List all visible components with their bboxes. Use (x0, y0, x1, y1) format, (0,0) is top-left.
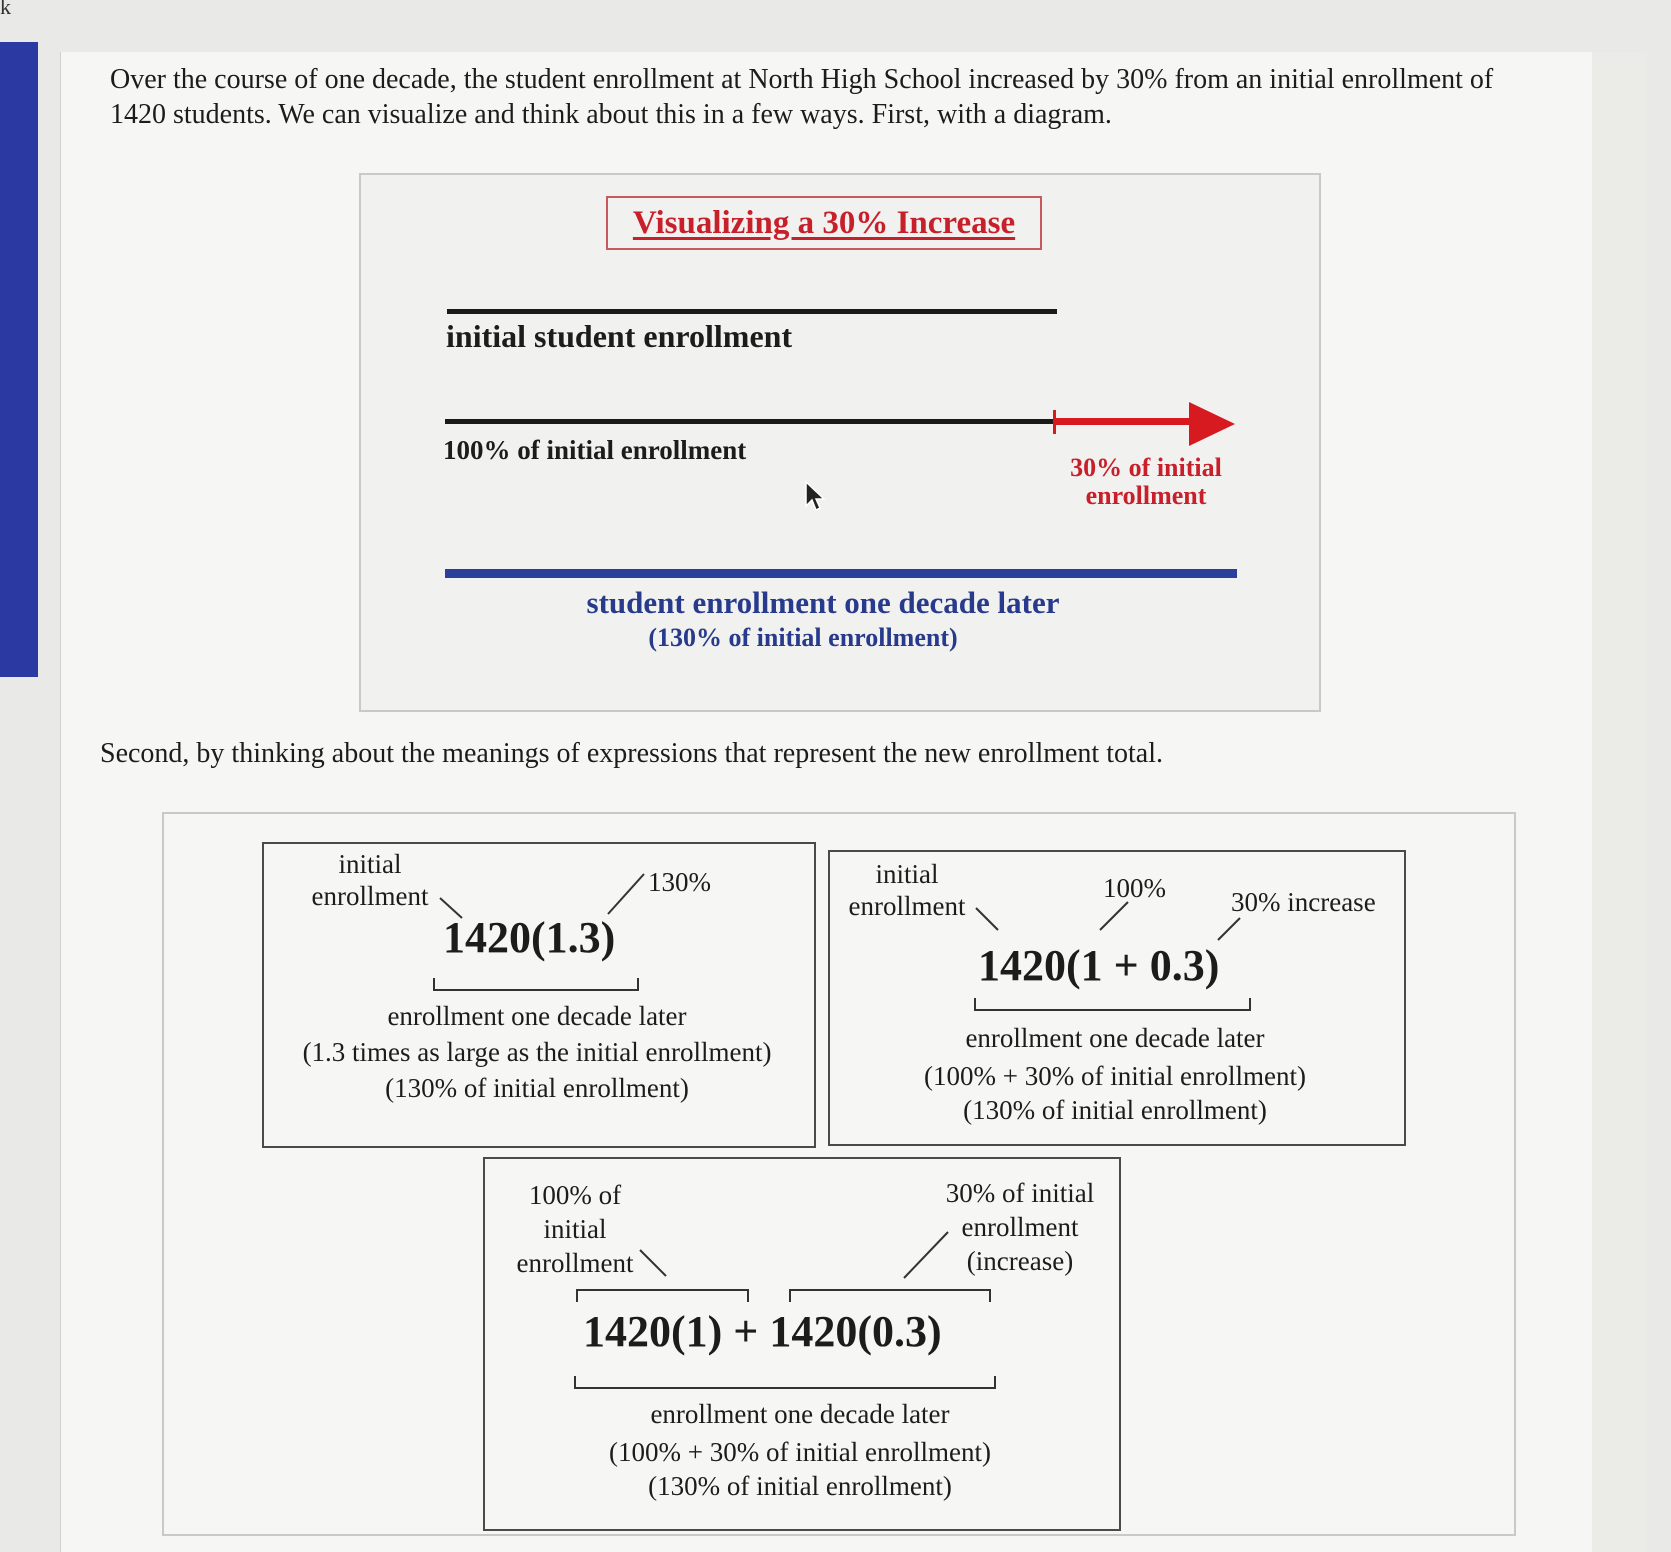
box3-left-overbracket (577, 1290, 748, 1302)
percent30-label-line2: enrollment (1085, 481, 1207, 510)
box1-desc-line2: (1.3 times as large as the initial enrollment) (302, 1037, 772, 1067)
box3-expression: 1420(1) + 1420(0.3) (583, 1307, 942, 1356)
box2-initial-line2: enrollment (848, 891, 966, 921)
percent100-label: 100% of initial enrollment (443, 435, 747, 465)
box2-expression: 1420(1 + 0.3) (978, 941, 1220, 990)
intro-paragraph: Over the course of one decade, the student enrollment at North High School increased by 30% from an initial enrollment of 1420 students. We can visualize and think about this in a few ways. First, with a diagram. (110, 64, 1494, 130)
box3-left-line1: 100% of (528, 1180, 622, 1210)
box2-desc-line2: (100% + 30% of initial enrollment) (924, 1061, 1306, 1091)
box3-right-pointer (904, 1232, 948, 1278)
box3-right-line1: 30% of initial (945, 1178, 1095, 1208)
box1-desc-line3: (130% of initial enrollment) (385, 1073, 689, 1103)
box2-underbracket (975, 998, 1250, 1010)
box3-desc-line3: (130% of initial enrollment) (648, 1471, 952, 1501)
box1-initial-line1: initial (338, 849, 402, 879)
box3-desc-line1: enrollment one decade later (650, 1399, 950, 1429)
box3-left-line3: enrollment (516, 1248, 634, 1278)
box1-initial-line2: enrollment (311, 881, 429, 911)
box2-initial-line1: initial (875, 859, 939, 889)
box2-30-pointer (1218, 918, 1240, 940)
box3-left-line2: initial (543, 1214, 607, 1244)
box1-expression: 1420(1.3) (443, 913, 616, 962)
second-paragraph: Second, by thinking about the meanings of expressions that represent the new enrollment total. (100, 738, 1163, 769)
box1-130-label: 130% (648, 867, 711, 897)
box3-underbracket (575, 1376, 995, 1388)
box1-desc-line1: enrollment one decade later (387, 1001, 687, 1031)
box3-right-line2: enrollment (961, 1212, 1079, 1242)
box1-130-pointer (608, 874, 644, 914)
percent30-label-line1: 30% of initial (1070, 453, 1222, 482)
box1-underbracket (434, 978, 638, 990)
box3-right-overbracket (790, 1290, 990, 1302)
box2-desc-line1: enrollment one decade later (965, 1023, 1265, 1053)
box3-right-line3: (increase) (966, 1246, 1074, 1276)
box2-30-label: 30% increase (1231, 887, 1376, 917)
box3-desc-line2: (100% + 30% of initial enrollment) (609, 1437, 991, 1467)
box1-initial-pointer (440, 898, 462, 918)
diagram-title: Visualizing a 30% Increase (606, 196, 1042, 250)
later-enrollment-sublabel: (130% of initial enrollment) (648, 623, 958, 652)
box2-100-label: 100% (1103, 873, 1166, 903)
box3-left-pointer (640, 1250, 666, 1276)
later-enrollment-label: student enrollment one decade later (586, 585, 1060, 620)
box2-initial-pointer (976, 908, 998, 930)
box2-100-pointer (1100, 902, 1128, 930)
initial-enrollment-label: initial student enrollment (446, 318, 793, 354)
box2-desc-line3: (130% of initial enrollment) (963, 1095, 1267, 1125)
corner-glyph: k (0, 0, 11, 19)
